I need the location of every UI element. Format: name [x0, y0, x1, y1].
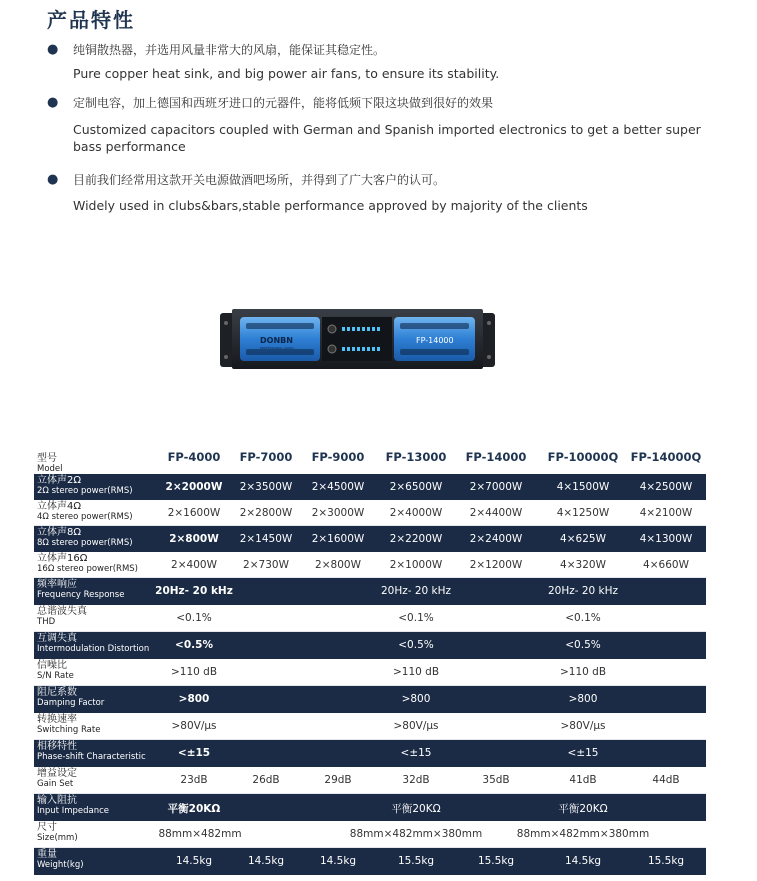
table-cell: 4×1500W — [556, 481, 610, 493]
table-cell: 2×2000W — [165, 481, 223, 493]
bullet-icon: ● — [47, 172, 59, 187]
table-cell: 4×2100W — [639, 507, 693, 519]
table-row — [34, 632, 706, 659]
table-cell: 2×1600W — [311, 533, 365, 545]
table-cell: 平衡20KΩ — [167, 803, 221, 815]
table-row — [34, 526, 706, 552]
table-row — [34, 605, 706, 632]
table-row — [34, 578, 706, 605]
row-label-zh: 频率响应 — [37, 579, 77, 590]
row-label-en: 16Ω stereo power(RMS) — [37, 564, 138, 574]
knob-icon — [328, 325, 336, 333]
row-label-en: Intermodulation Distortion — [37, 644, 150, 654]
table-row — [34, 848, 706, 875]
table-cell: 4×660W — [643, 559, 689, 571]
row-label-zh: 相移特性 — [37, 741, 77, 752]
table-cell: 32dB — [402, 774, 430, 786]
table-cell: 2×1450W — [239, 533, 293, 545]
table-cell: >800 — [178, 693, 210, 705]
row-label-en: S/N Rate — [37, 671, 74, 681]
table-cell: 29dB — [324, 774, 352, 786]
row-label-en: Damping Factor — [37, 698, 105, 708]
row-label-zh: 立体声16Ω — [37, 553, 88, 564]
table-cell: >110 dB — [392, 666, 440, 678]
row-label-zh: 转换速率 — [37, 714, 77, 725]
feature-zh: 目前我们经常用这款开关电源做酒吧场所，并得到了广大客户的认可。 — [73, 173, 446, 187]
table-cell: 2×6500W — [389, 481, 443, 493]
feature-item — [47, 95, 737, 155]
table-cell: 26dB — [252, 774, 280, 786]
model-header: FP-4000 — [167, 450, 221, 464]
row-label-en: Size(mm) — [37, 833, 78, 843]
row-label-zh: 立体声2Ω — [37, 475, 82, 486]
table-cell: 2×730W — [243, 559, 289, 571]
table-cell: 20Hz- 20 kHz — [547, 585, 619, 597]
table-cell: 2×2400W — [469, 533, 523, 545]
table-cell: 2×400W — [171, 559, 217, 571]
feature-en: Pure copper heat sink, and big power air fans, to ensure its stability. — [73, 66, 500, 81]
row-label-zh: 总谐波失真 — [37, 606, 87, 617]
table-cell: <0.1% — [176, 612, 212, 624]
row-label-en: Switching Rate — [37, 725, 101, 735]
feature-en: Widely used in clubs&bars,stable performance approved by majority of the clients — [73, 198, 588, 213]
table-cell: 2×4500W — [311, 481, 365, 493]
table-cell: 14.5kg — [175, 855, 213, 867]
table-row — [34, 740, 706, 767]
row-label-en: 8Ω stereo power(RMS) — [37, 538, 133, 548]
table-cell: 2×2200W — [389, 533, 443, 545]
table-cell: 平衡20KΩ — [558, 803, 608, 815]
spec-table — [34, 442, 706, 875]
table-cell: 2×3500W — [239, 481, 293, 493]
table-cell: 20Hz- 20 kHz — [380, 585, 452, 597]
table-row — [34, 821, 706, 848]
control-panel — [322, 317, 392, 361]
row-label-zh: 增益设定 — [37, 768, 77, 779]
row-label-en: Frequency Response — [37, 590, 125, 600]
feature-zh: 定制电容，加上德国和西班牙进口的元器件，能将低频下限这块做到很好的效果 — [73, 96, 494, 110]
row-label-en: Phase-shift Characteristic — [37, 752, 146, 762]
table-cell: 44dB — [652, 774, 680, 786]
table-row — [34, 713, 706, 740]
row-label-zh: 阻尼系数 — [37, 687, 77, 698]
table-cell: >80V/μs — [171, 720, 217, 732]
row-label-en: 2Ω stereo power(RMS) — [37, 486, 133, 496]
table-cell: 2×800W — [169, 533, 219, 545]
bullet-icon: ● — [47, 95, 59, 110]
row-label-en: 4Ω stereo power(RMS) — [37, 512, 133, 522]
table-cell: 2×1600W — [167, 507, 221, 519]
feature-item — [47, 42, 737, 82]
rack-screw — [487, 321, 491, 325]
table-cell: <0.5% — [175, 639, 213, 651]
rack-screw — [224, 355, 228, 359]
rack-screw — [224, 321, 228, 325]
table-cell: >80V/μs — [393, 720, 439, 732]
table-cell: 2×1000W — [389, 559, 443, 571]
row-label-zh: 输入阻抗 — [37, 795, 77, 806]
table-cell: 4×1250W — [556, 507, 610, 519]
model-label: FP-14000 — [416, 336, 454, 345]
table-cell: 20Hz- 20 kHz — [155, 585, 233, 597]
row-label-en: THD — [37, 617, 56, 627]
table-cell: >110 dB — [170, 666, 218, 678]
table-cell: <0.5% — [398, 639, 434, 651]
table-cell: 14.5kg — [564, 855, 602, 867]
table-cell: 2×800W — [315, 559, 361, 571]
table-cell: >800 — [401, 693, 431, 705]
vent-slot — [246, 323, 314, 329]
row-label-en: Input Impedance — [37, 806, 110, 816]
table-row — [34, 474, 706, 500]
table-cell: 4×320W — [560, 559, 606, 571]
table-row — [34, 500, 706, 526]
bullet-icon: ● — [47, 42, 59, 57]
table-cell: 41dB — [569, 774, 597, 786]
row-label-zh: 重量 — [37, 849, 57, 860]
table-cell: 2×7000W — [469, 481, 523, 493]
feature-zh: 纯铜散热器，并选用风量非常大的风扇，能保证其稳定性。 — [73, 43, 386, 57]
table-cell: 15.5kg — [647, 855, 685, 867]
table-cell: >800 — [568, 693, 598, 705]
table-row — [34, 767, 706, 794]
table-cell: 15.5kg — [397, 855, 435, 867]
model-header: FP-14000 — [465, 450, 527, 464]
table-cell: 2×3000W — [311, 507, 365, 519]
page-title: 产品特性 — [47, 8, 135, 32]
brand-subtitle: PROFESSIONAL AUDIO — [260, 346, 294, 350]
table-cell: 4×2500W — [639, 481, 693, 493]
row-label-en: Weight(kg) — [37, 860, 84, 870]
table-cell: 14.5kg — [247, 855, 285, 867]
table-cell: <0.1% — [565, 612, 601, 624]
brand-logo: DONBN — [260, 336, 293, 345]
table-cell: <0.1% — [398, 612, 434, 624]
table-cell: 2×4400W — [469, 507, 523, 519]
table-cell: >110 dB — [559, 666, 607, 678]
vent-slot — [400, 349, 469, 355]
row-label-zh: 立体声8Ω — [37, 527, 82, 538]
table-cell: <±15 — [400, 747, 432, 759]
table-row — [34, 794, 706, 821]
table-cell: 2×1200W — [469, 559, 523, 571]
header-label-zh: 型号 — [37, 453, 57, 464]
table-cell: 4×1300W — [639, 533, 693, 545]
table-row — [34, 659, 706, 686]
vent-slot — [400, 323, 469, 329]
table-cell: >80V/μs — [560, 720, 606, 732]
table-cell: 2×2800W — [239, 507, 293, 519]
table-cell: 14.5kg — [319, 855, 357, 867]
feature-en: Customized capacitors coupled with German and Spanish imported electronics to get a better super bass performance — [73, 122, 701, 154]
table-row — [34, 686, 706, 713]
feature-item — [47, 172, 737, 212]
table-cell: <0.5% — [565, 639, 601, 651]
row-label-en: Gain Set — [37, 779, 74, 789]
row-label-zh: 互调失真 — [37, 633, 77, 644]
model-header: FP-13000 — [385, 450, 447, 464]
table-cell: 88mm×482mm×380mm — [516, 828, 650, 840]
table-cell: <±15 — [177, 747, 211, 759]
knob-icon — [328, 345, 336, 353]
model-header: FP-7000 — [239, 450, 293, 464]
model-header: FP-10000Q — [547, 450, 619, 464]
row-label-zh: 立体声4Ω — [37, 501, 82, 512]
table-row — [34, 552, 706, 578]
row-label-zh: 信噪比 — [37, 660, 67, 671]
model-header: FP-9000 — [311, 450, 365, 464]
table-cell: 35dB — [482, 774, 510, 786]
table-header-row — [34, 442, 706, 474]
row-label-zh: 尺寸 — [37, 822, 57, 833]
table-cell: 23dB — [180, 774, 208, 786]
model-header: FP-14000Q — [630, 450, 702, 464]
table-cell: 15.5kg — [477, 855, 515, 867]
table-cell: 平衡20KΩ — [391, 803, 441, 815]
header-label-en: Model — [37, 464, 63, 474]
rack-screw — [487, 355, 491, 359]
table-cell: 88mm×482mm — [158, 828, 242, 840]
table-cell: 2×4000W — [389, 507, 443, 519]
table-cell: 88mm×482mm×380mm — [349, 828, 483, 840]
table-cell: <±15 — [567, 747, 599, 759]
amplifier-product-image — [220, 309, 495, 369]
table-cell: 4×625W — [560, 533, 606, 545]
